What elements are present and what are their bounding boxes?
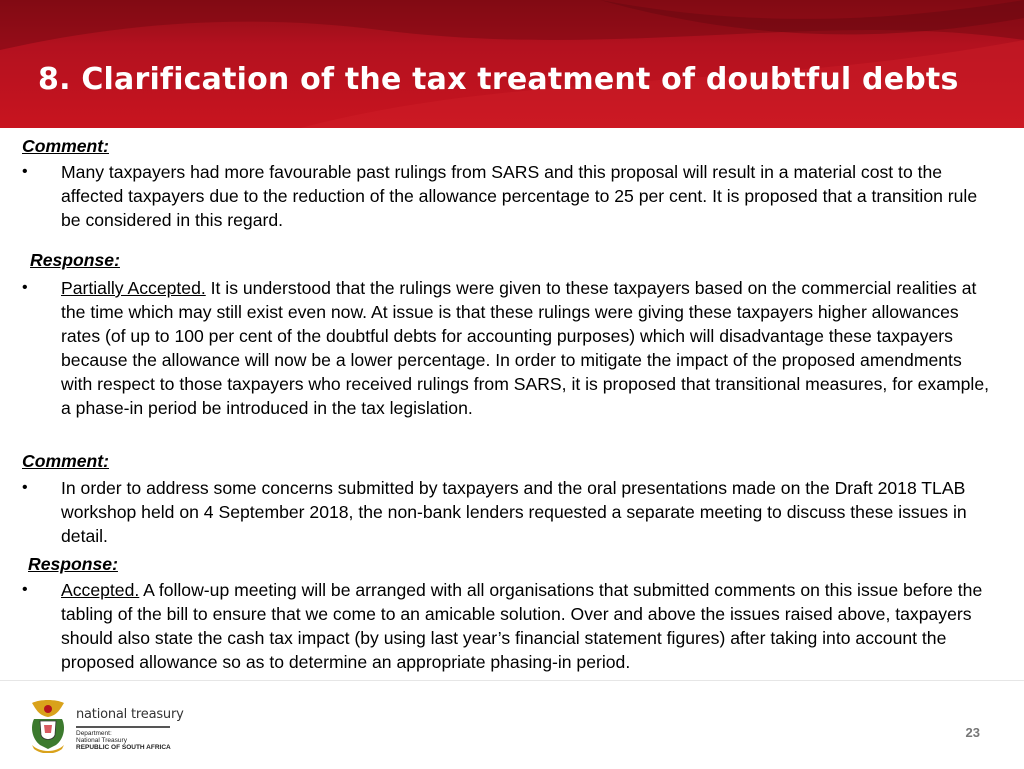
brand-line-2: National Treasury bbox=[76, 737, 127, 744]
comment-label: Comment: bbox=[22, 136, 109, 156]
brand-line-1: Department: bbox=[76, 730, 112, 737]
list-item bbox=[22, 276, 997, 420]
response-body: A follow-up meeting will be arranged with all organisations that submitted comments on this issue before the tabling of the bill to ensure that we come to an amicable solution. Over and above the issues raised above, taxpayers should also state the cash tax impact (by using last year’s financial statement figures) after taking into account the proposed allowance so as to determine an appropriate phasing-in period. bbox=[61, 580, 983, 672]
comment-text: In order to address some concerns submitted by taxpayers and the oral presentations made on the Draft 2018 TLAB workshop held on 4 September 2018, the non-bank lenders requested a separate meeting to discuss these issues in detail. bbox=[61, 478, 967, 546]
list-item bbox=[22, 160, 997, 232]
brand-line-3: REPUBLIC OF SOUTH AFRICA bbox=[76, 744, 171, 751]
brand-name: national treasury bbox=[76, 707, 184, 722]
bullet-icon: • bbox=[22, 279, 28, 296]
list-item bbox=[22, 578, 997, 674]
brand-divider bbox=[76, 726, 170, 728]
response-body: It is understood that the rulings were given to these taxpayers based on the commercial realities at the time which may still exist even now. At issue is that these rulings were giving these taxpayers higher allowances rates (of up to 100 per cent of the doubtful debts for accounting purposes) which will disadvantage these taxpayers because the allowance will now be a lower percentage. In order to mitigate the impact of the proposed amendments with respect to those taxpayers who received rulings from SARS, it is proposed that transitional measures, for example, a phase-in period be introduced in the tax legislation. bbox=[61, 278, 990, 418]
response-text bbox=[61, 276, 997, 420]
response-status: Partially Accepted. bbox=[61, 278, 206, 298]
comment-text: Many taxpayers had more favourable past rulings from SARS and this proposal will result in a material cost to the affected taxpayers due to the reduction of the allowance percentage to 25 per cent. It is proposed that a transition rule be considered in this regard. bbox=[61, 162, 978, 230]
response-label: Response: bbox=[28, 554, 118, 574]
slide-body bbox=[0, 128, 1024, 680]
response-label: Response: bbox=[30, 250, 120, 270]
bullet-icon: • bbox=[22, 581, 28, 598]
comment-label: Comment: bbox=[22, 451, 109, 471]
list-item bbox=[22, 476, 997, 548]
bullet-icon: • bbox=[22, 163, 28, 180]
response-text bbox=[61, 578, 997, 674]
slide-footer bbox=[0, 680, 1024, 769]
page-number: 23 bbox=[965, 725, 980, 740]
coat-of-arms-icon bbox=[26, 699, 70, 753]
slide-header bbox=[0, 0, 1024, 128]
slide-title: 8. Clarification of the tax treatment of doubtful debts bbox=[38, 62, 959, 97]
bullet-icon: • bbox=[22, 479, 28, 496]
response-status: Accepted. bbox=[61, 580, 140, 600]
national-treasury-logo bbox=[26, 699, 186, 753]
